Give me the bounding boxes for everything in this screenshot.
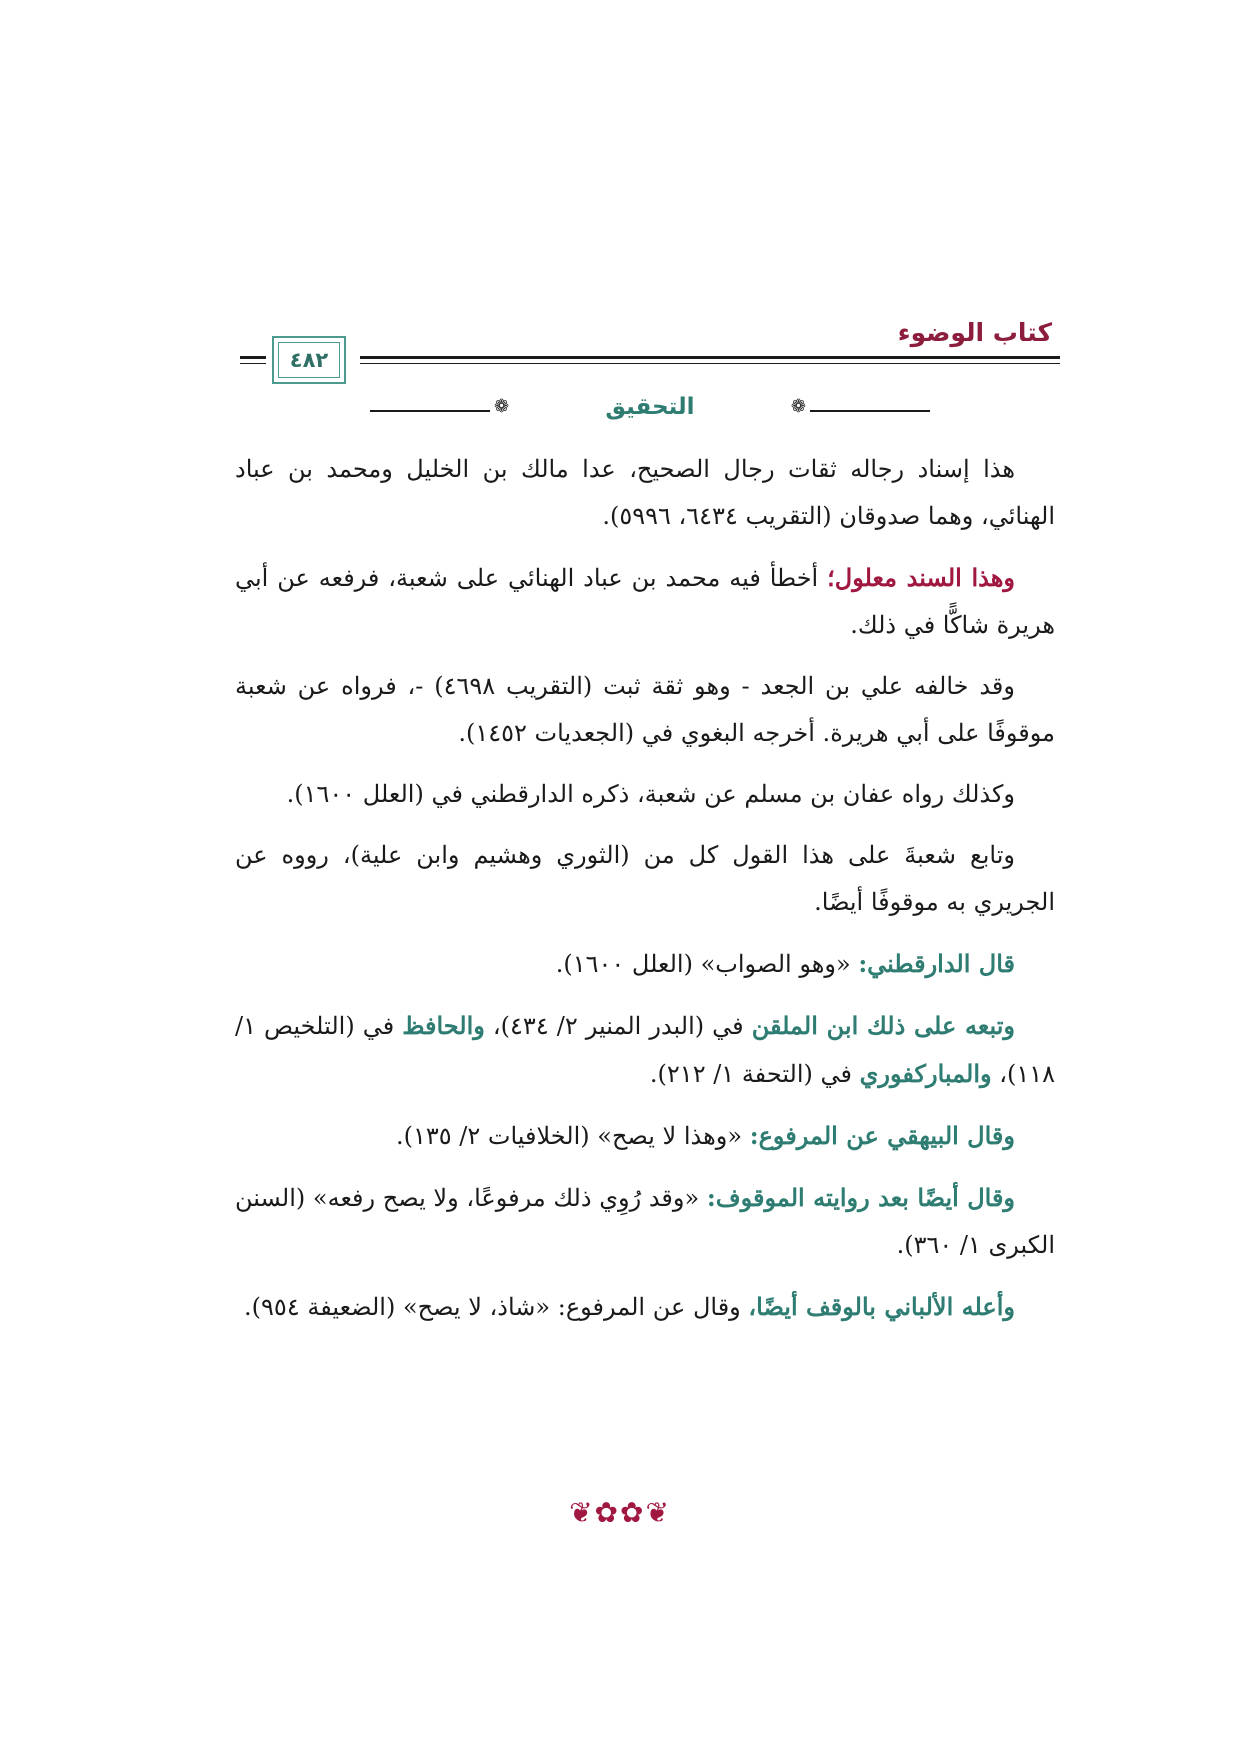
paragraph-text: في (التلخيص ١/ ١١٨)، (235, 1012, 1055, 1088)
section-heading (370, 394, 930, 428)
highlight-green-text: وتبعه على ذلك ابن الملقن (751, 1011, 1016, 1040)
page-number-frame (272, 336, 346, 384)
book-title: كتاب الوضوء (897, 318, 1052, 347)
paragraph (235, 1002, 1055, 1098)
highlight-green-text: وقال البيهقي عن المرفوع: (749, 1121, 1015, 1150)
paragraph-text: وقد خالفه علي بن الجعد - وهو ثقة ثبت (التقريب ٤٦٩٨) -، فرواه عن شعبة موقوفًا على أبي هريرة. أخرجه البغوي في (الجعديات ١٤٥٢). (235, 672, 1055, 747)
highlight-green-text: والحافظ (402, 1011, 485, 1040)
paragraph (235, 663, 1055, 757)
header-rule-thick (360, 356, 1060, 359)
page-number: ٤٨٢ (289, 348, 329, 372)
paragraph-text: وكذلك رواه عفان بن مسلم عن شعبة، ذكره الدارقطني في (العلل ١٦٠٠). (286, 780, 1015, 808)
paragraph (235, 1283, 1055, 1331)
paragraph-text: وقال عن المرفوع: «شاذ، لا يصح» (الضعيفة ٩٥٤). (244, 1293, 749, 1321)
paragraph-text: أخطأ فيه محمد بن عباد الهنائي على شعبة، فرفعه عن أبي هريرة شاكًّا في ذلك. (235, 564, 1055, 639)
highlight-green-text: وقال أيضًا بعد روايته الموقوف: (706, 1183, 1016, 1212)
flourish-left-icon: ❁ (494, 396, 510, 417)
paragraph-text: في (البدر المنير ٢/ ٤٣٤)، (484, 1012, 752, 1040)
paragraph (235, 1174, 1055, 1269)
highlight-red-text: وهذا السند معلول؛ (827, 563, 1015, 592)
paragraph (235, 832, 1055, 926)
section-title: التحقيق (605, 394, 695, 420)
paragraph (235, 446, 1055, 540)
body-text (235, 446, 1055, 1345)
running-header (240, 318, 1060, 390)
paragraph-text: وتابع شعبةَ على هذا القول كل من (الثوري وهشيم وابن علية)، رووه عن الجريري به موقوفًا أيضًا. (235, 841, 1055, 916)
paragraph-text: «وهذا لا يصح» (الخلافيات ٢/ ١٣٥). (395, 1122, 750, 1150)
paragraph (235, 771, 1055, 818)
paragraph-text: في (التحفة ١/ ٢١٢). (649, 1060, 860, 1088)
highlight-green-text: والمباركفوري (859, 1059, 992, 1088)
section-line-left (370, 410, 490, 412)
paragraph (235, 554, 1055, 649)
paragraph-text: «وهو الصواب» (العلل ١٦٠٠). (555, 950, 859, 978)
paragraph (235, 1112, 1055, 1160)
paragraph-text: هذا إسناد رجاله ثقات رجال الصحيح، عدا مالك بن الخليل ومحمد بن عباد الهنائي، وهما صدوقان (التقريب ٦٤٣٤، ٥٩٩٦). (235, 455, 1055, 530)
footer-ornament-icon: ❦✿✿❦ (569, 1496, 671, 1529)
header-rule-thin (360, 363, 1060, 364)
highlight-green-text: قال الدارقطني: (858, 949, 1015, 978)
paragraph-text: «وقد رُوِي ذلك مرفوعًا، ولا يصح رفعه» (السنن الكبرى ١/ ٣٦٠). (235, 1184, 1055, 1259)
flourish-right-icon: ❁ (790, 396, 806, 417)
header-rule-left-thick (240, 356, 266, 359)
header-rule-left-thin (240, 363, 266, 364)
highlight-green-text: وأعله الألباني بالوقف أيضًا، (748, 1292, 1015, 1321)
paragraph (235, 940, 1055, 988)
